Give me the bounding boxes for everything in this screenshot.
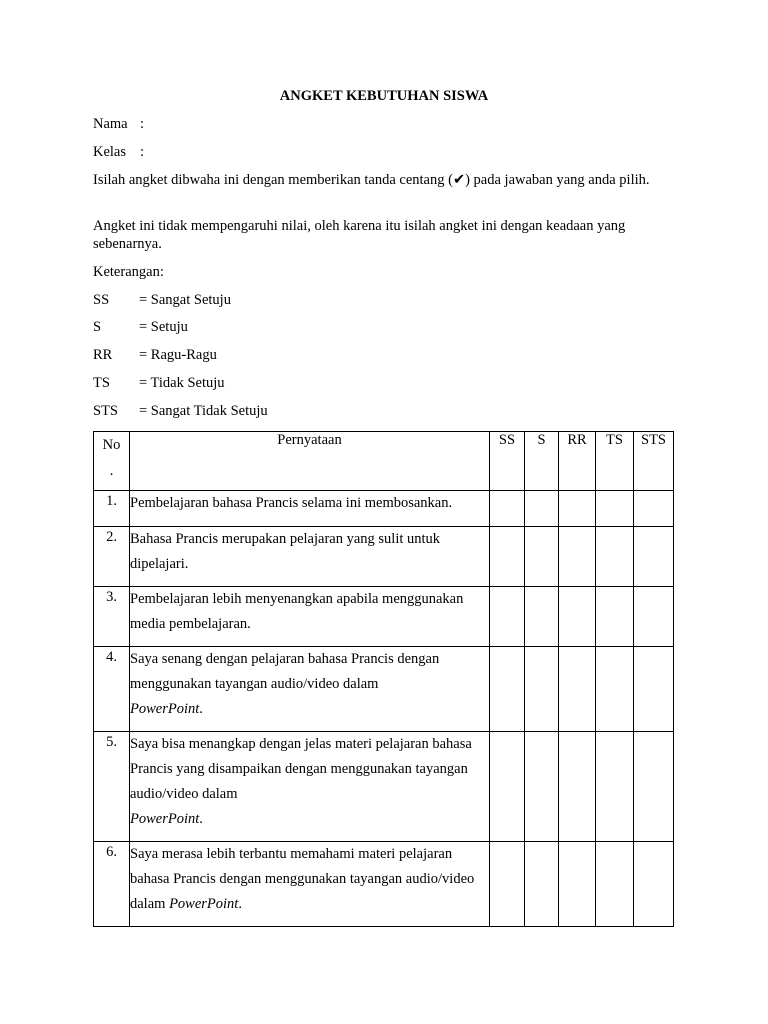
answer-cell-ts[interactable] [596,587,634,647]
header-ss: SS [490,432,525,491]
table-row [94,491,674,527]
table-row [94,732,674,842]
name-separator: : [140,116,145,132]
header-ts: TS [596,432,634,491]
name-label: Nama [93,116,128,132]
answer-cell-ss[interactable] [490,842,525,927]
legend-abbr: S [93,319,102,335]
answer-cell-sts[interactable] [634,491,674,527]
legend-item-sts [93,403,268,420]
statement-text: Pembelajaran bahasa Prancis selama ini membosankan. [130,495,453,511]
answer-cell-rr[interactable] [559,842,596,927]
row-statement [130,647,490,732]
header-s: S [525,432,559,491]
statement-text: Saya senang dengan pelajaran bahasa Prancis dengan menggunakan tayangan audio/video dalam [130,651,440,692]
answer-cell-sts[interactable] [634,732,674,842]
header-statement: Pernyataan [130,432,490,491]
instruction-paragraph-1: Isilah angket dibwaha ini dengan memberikan tanda centang (✔) pada jawaban yang anda pilih. [93,172,650,188]
answer-cell-ss[interactable] [490,587,525,647]
legend-abbr: STS [93,403,118,419]
row-number: 2. [94,527,130,587]
legend-abbr: SS [93,292,110,308]
answer-cell-ts[interactable] [596,491,634,527]
answer-cell-ts[interactable] [596,732,634,842]
answer-cell-s[interactable] [525,842,559,927]
answer-cell-ts[interactable] [596,527,634,587]
answer-cell-ss[interactable] [490,647,525,732]
row-number: 5. [94,732,130,842]
row-number: 4. [94,647,130,732]
answer-cell-ss[interactable] [490,491,525,527]
legend-item-ts [93,375,225,392]
instruction-paragraph-2: Angket ini tidak mempengaruhi nilai, oleh karena itu isilah angket ini dengan keadaan yang sebenarnya. [93,218,626,252]
legend-item-ss [93,292,231,309]
answer-cell-s[interactable] [525,491,559,527]
answer-cell-s[interactable] [525,587,559,647]
table-row [94,842,674,927]
answer-cell-ts[interactable] [596,647,634,732]
statement-text: Saya bisa menangkap dengan jelas materi pelajaran bahasa Prancis yang disampaikan dengan menggunakan tayangan audio/video dalam [130,736,472,802]
statement-italic: PowerPoint [169,896,239,912]
row-number: 3. [94,587,130,647]
row-statement [130,491,490,527]
answer-cell-rr[interactable] [559,587,596,647]
table-header-row [94,432,674,491]
answer-cell-sts[interactable] [634,647,674,732]
row-statement [130,842,490,927]
answer-cell-rr[interactable] [559,732,596,842]
statement-tail: . [199,701,203,717]
row-statement [130,732,490,842]
legend-meaning: = Sangat Tidak Setuju [139,403,268,419]
statement-italic: PowerPoint [130,811,200,827]
statement-text: Saya merasa lebih terbantu memahami materi pelajaran bahasa Prancis dengan menggunakan tayangan audio/video dalam [130,846,475,912]
header-no [94,432,130,491]
answer-cell-ss[interactable] [490,732,525,842]
statement-text: Pembelajaran lebih menyenangkan apabila menggunakan media pembelajaran. [130,591,464,632]
answer-cell-s[interactable] [525,647,559,732]
class-label: Kelas [93,144,127,160]
legend-title: Keterangan: [93,264,164,280]
answer-cell-ts[interactable] [596,842,634,927]
statement-text: Bahasa Prancis merupakan pelajaran yang sulit untuk dipelajari. [130,531,441,572]
row-statement [130,527,490,587]
name-field [93,116,144,133]
legend-item-s [93,319,188,336]
answer-cell-s[interactable] [525,732,559,842]
header-no-line1: No [102,437,121,453]
answer-cell-s[interactable] [525,527,559,587]
statement-tail: . [238,896,242,912]
legend-meaning: = Ragu-Ragu [139,347,217,363]
answer-cell-rr[interactable] [559,491,596,527]
legend-abbr: TS [93,375,110,391]
table-row [94,587,674,647]
questionnaire-table [93,431,674,927]
row-number: 1. [94,491,130,527]
answer-cell-sts[interactable] [634,527,674,587]
row-number: 6. [94,842,130,927]
answer-cell-rr[interactable] [559,527,596,587]
answer-cell-ss[interactable] [490,527,525,587]
row-statement [130,587,490,647]
legend-abbr: RR [93,347,113,363]
header-no-line2: . [109,463,114,479]
legend-meaning: = Tidak Setuju [139,375,225,391]
legend-meaning: = Setuju [139,319,188,335]
legend-item-rr [93,347,217,364]
class-separator: : [140,144,145,160]
table-row [94,647,674,732]
statement-tail: . [199,811,203,827]
class-field [93,144,144,161]
table-row [94,527,674,587]
header-sts: STS [634,432,674,491]
page-title: ANGKET KEBUTUHAN SISWA [279,88,489,104]
answer-cell-sts[interactable] [634,587,674,647]
header-rr: RR [559,432,596,491]
legend-meaning: = Sangat Setuju [139,292,231,308]
answer-cell-sts[interactable] [634,842,674,927]
answer-cell-rr[interactable] [559,647,596,732]
statement-italic: PowerPoint [130,701,200,717]
